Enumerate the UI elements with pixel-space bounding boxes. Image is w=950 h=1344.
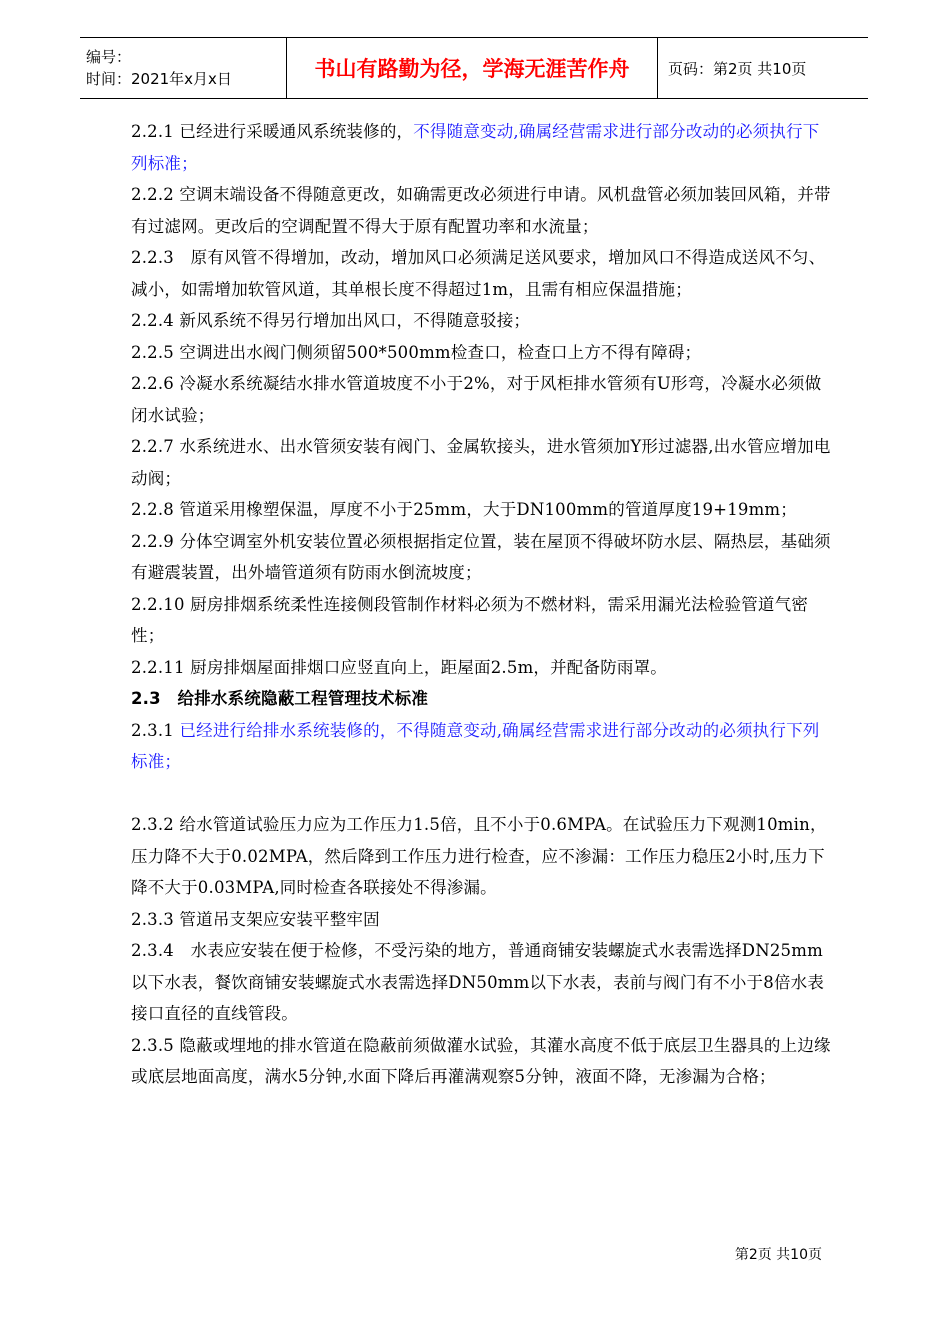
- paragraph-2-3-4: 2.3.4 水表应安装在便于检修，不受污染的地方，普通商铺安装螺旋式水表需选择DN25mm以下水表，餐饮商铺安装螺旋式水表需选择DN50mm以下水表，表前与阀门有不小于8倍水表接口直径的直线管段。: [131, 941, 825, 1023]
- paragraph-2-2-3: 2.2.3 原有风管不得增加，改动，增加风口必须满足送风要求，增加风口不得造成送风不匀、减小，如需增加软管风道，其单根长度不得超过1m，且需有相应保温措施；: [131, 248, 826, 299]
- paragraph-2-2-4: 2.2.4 新风系统不得另行增加出风口，不得随意驳接；: [131, 311, 531, 330]
- document-number-label: 编号：: [86, 48, 132, 66]
- paragraph-2-3-1: [131, 715, 831, 778]
- paragraph-2-2-8: 2.2.8 管道采用橡塑保温，厚度不小于25mm，大于DN100mm的管道厚度19+19mm；: [131, 500, 797, 519]
- page-footer-number: 第2页 共10页: [734, 1247, 822, 1263]
- paragraph-2-2-6: 2.2.6 冷凝水系统凝结水排水管道坡度不小于2%，对于风柜排水管须有U形弯，冷凝水必须做闭水试验；: [131, 374, 822, 425]
- paragraph-text: 2.3.1: [131, 720, 180, 740]
- paragraph-2-2-1: [131, 116, 831, 179]
- paragraph-2-2-9: 2.2.9 分体空调室外机安装位置必须根据指定位置，装在屋顶不得破坏防水层、隔热层，基础须有避震装置，出外墙管道须有防雨水倒流坡度；: [131, 531, 831, 582]
- page-header: [80, 37, 868, 99]
- header-motto: 书山有路勤为径，学海无涯苦作舟: [287, 38, 658, 98]
- paragraph-2-3-3: 2.3.3 管道吊支架应安装平整牢固: [131, 909, 380, 929]
- header-page-label: 页码：第2页 共10页: [668, 59, 807, 78]
- paragraph-2-2-7: 2.2.7 水系统进水、出水管须安装有阀门、金属软接头，进水管须加Y形过滤器,出水管应增加电动阀；: [131, 437, 831, 488]
- highlighted-text: 不得随意变动,确属经营需求进行部分改动的必须执行下列标准；: [131, 122, 820, 173]
- section-heading-2-3: 2.3 给排水系统隐蔽工程管理技术标准: [131, 689, 429, 708]
- paragraph-2-2-2: 2.2.2 空调末端设备不得随意更改，如确需更改必须进行申请。风机盘管必须加装回风箱，并带有过滤网。更改后的空调配置不得大于原有配置功率和水流量；: [131, 185, 831, 236]
- highlighted-text: 已经进行给排水系统装修的，不得随意变动,确属经营需求进行部分改动的必须执行下列标准；: [131, 720, 820, 771]
- paragraph-text: 2.2.1 已经进行采暖通风系统装修的，: [131, 122, 414, 141]
- blank-line: [131, 778, 831, 810]
- paragraph-2-2-5: 2.2.5 空调进出水阀门侧须留500*500mm检查口，检查口上方不得有障碍；: [131, 342, 702, 362]
- paragraph-2-2-11: 2.2.11 厨房排烟屋面排烟口应竖直向上，距屋面2.5m，并配备防雨罩。: [131, 657, 668, 677]
- paragraph-2-3-2: 2.3.2 给水管道试验压力应为工作压力1.5倍，且不小于0.6MPA。在试验压力下观测10min，压力降不大于0.02MPA，然后降到工作压力进行检查，应不渗漏：工作压力稳压2小时,压力下降不大于0.03MPA,同时检查各联接处不得渗漏。: [131, 815, 827, 897]
- date-label: 时间：2021年x月x日: [86, 70, 232, 88]
- paragraph-2-2-10: 2.2.10 厨房排烟系统柔性连接侧段管制作材料必须为不燃材料，需采用漏光法检验管道气密性；: [131, 594, 809, 645]
- header-left-cell: [80, 38, 287, 98]
- document-body: [131, 116, 831, 1093]
- paragraph-2-3-5: 2.3.5 隐蔽或埋地的排水管道在隐蔽前须做灌水试验，其灌水高度不低于底层卫生器具的上边缘或底层地面高度，满水5分钟,水面下降后再灌满观察5分钟，液面不降，无渗漏为合格；: [131, 1035, 831, 1086]
